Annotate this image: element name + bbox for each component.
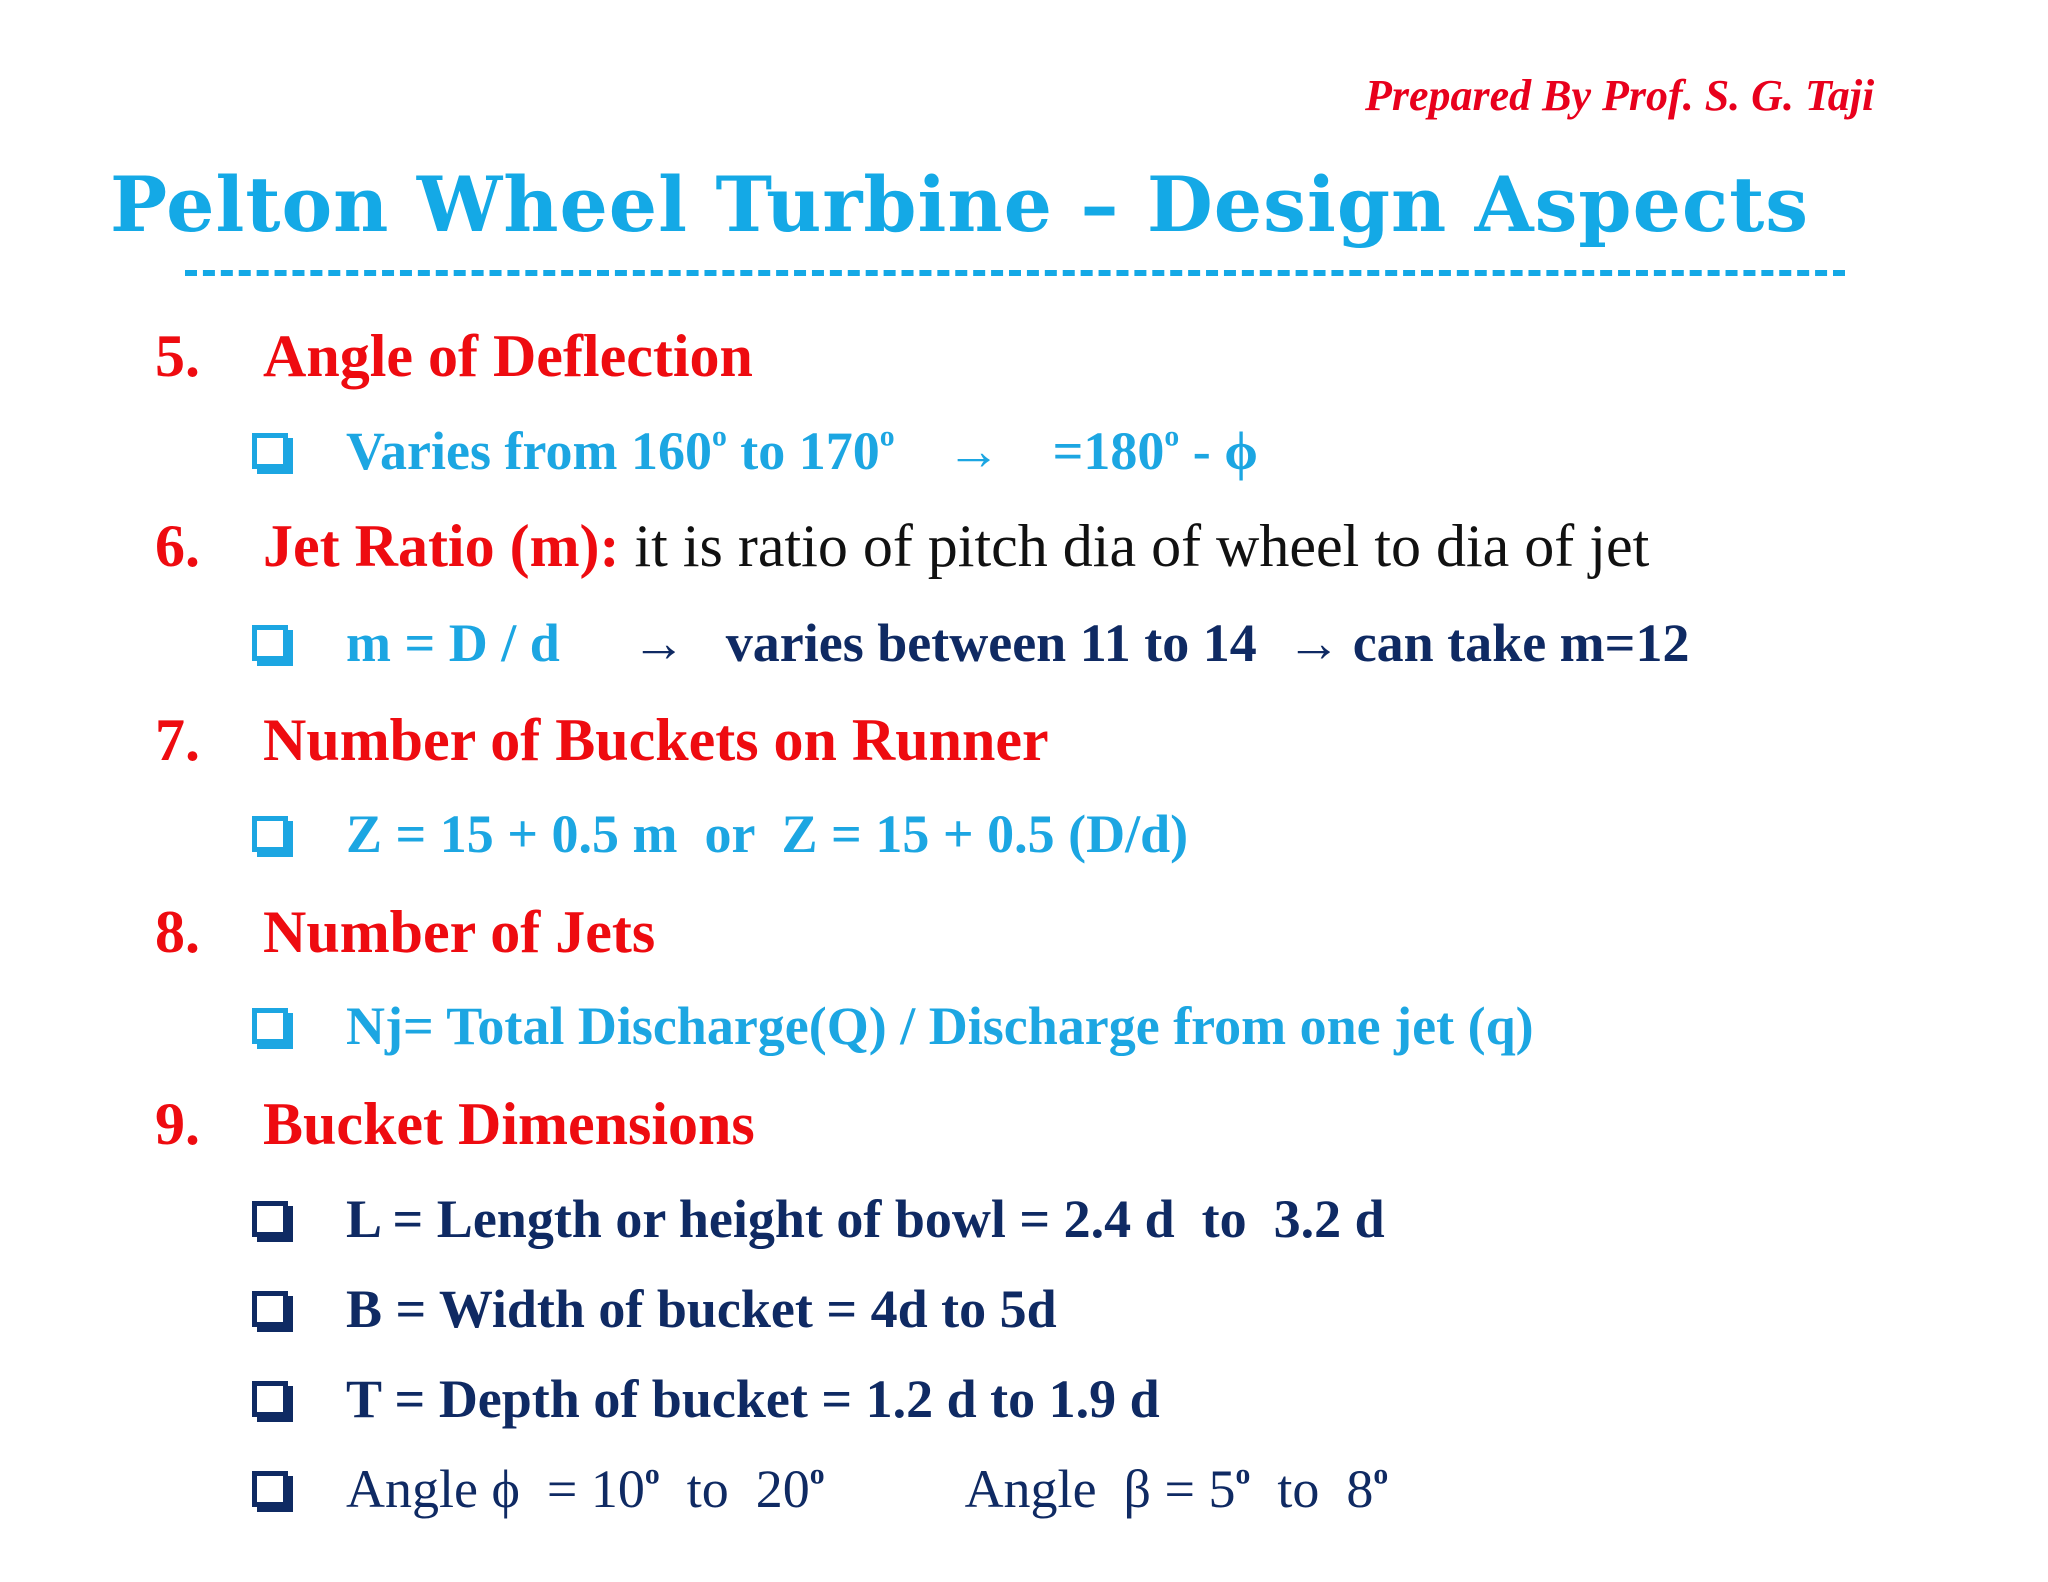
section-8-heading	[155, 898, 655, 967]
checkbox-bullet-icon	[252, 816, 288, 852]
section-7-item-1: Z = 15 + 0.5 m or Z = 15 + 0.5 (D/d)	[252, 803, 1188, 865]
checkbox-bullet-icon	[252, 1201, 288, 1237]
arrow-right-icon: →	[631, 613, 686, 673]
section-number: 5.	[155, 323, 200, 389]
section-number: 9.	[155, 1091, 200, 1157]
checkbox-bullet-icon	[252, 1008, 288, 1044]
checkbox-bullet-icon	[252, 1381, 288, 1417]
section-9-item-3: T = Depth of bucket = 1.2 d to 1.9 d	[252, 1368, 1160, 1430]
section-8-item-1: Nj= Total Discharge(Q) / Discharge from one jet (q)	[252, 995, 1534, 1057]
section-title: Number of Jets	[263, 899, 656, 965]
arrow-right-icon: →	[946, 421, 1001, 481]
section-9-item-4: Angle $\phi = 10^o$ to 20$^o$ Angle $\beta = 5^o$ to 8$^o$	[252, 1458, 1388, 1520]
checkbox-bullet-icon	[252, 1471, 288, 1507]
arrow-right-icon: →	[1286, 613, 1341, 673]
section-title: Angle of Deflection	[263, 323, 753, 389]
section-7-heading	[155, 706, 1049, 775]
section-number: 8.	[155, 899, 200, 965]
section-6-item-1: m = D / d → varies between 11 to 14 → can take m=12	[252, 612, 1689, 674]
checkbox-bullet-icon	[252, 433, 288, 469]
checkbox-bullet-icon	[252, 1291, 288, 1327]
section-title: Number of Buckets on Runner	[263, 707, 1049, 773]
section-9-item-1: L = Length or height of bowl = 2.4 d to 3.2 d	[252, 1188, 1385, 1250]
section-title: Bucket Dimensions	[263, 1091, 755, 1157]
section-9-item-2: B = Width of bucket = 4d to 5d	[252, 1278, 1057, 1340]
section-9-heading	[155, 1090, 755, 1159]
section-6-heading	[155, 512, 1649, 581]
section-5-heading	[155, 322, 753, 391]
section-5-item-1: Varies from 160$^o$ to $170^o \to =180^o - \phi$	[252, 420, 1258, 482]
section-number: 7.	[155, 707, 200, 773]
author-credit: Prepared By Prof. S. G. Taji	[1365, 71, 1875, 120]
section-number: 6.	[155, 513, 200, 579]
title-divider	[185, 270, 1845, 276]
slide-title: Pelton Wheel Turbine – Design Aspects	[110, 160, 1810, 249]
checkbox-bullet-icon	[252, 625, 288, 661]
section-title: Jet Ratio (m):	[263, 513, 620, 579]
section-description: it is ratio of pitch dia of wheel to dia of jet	[619, 513, 1650, 579]
